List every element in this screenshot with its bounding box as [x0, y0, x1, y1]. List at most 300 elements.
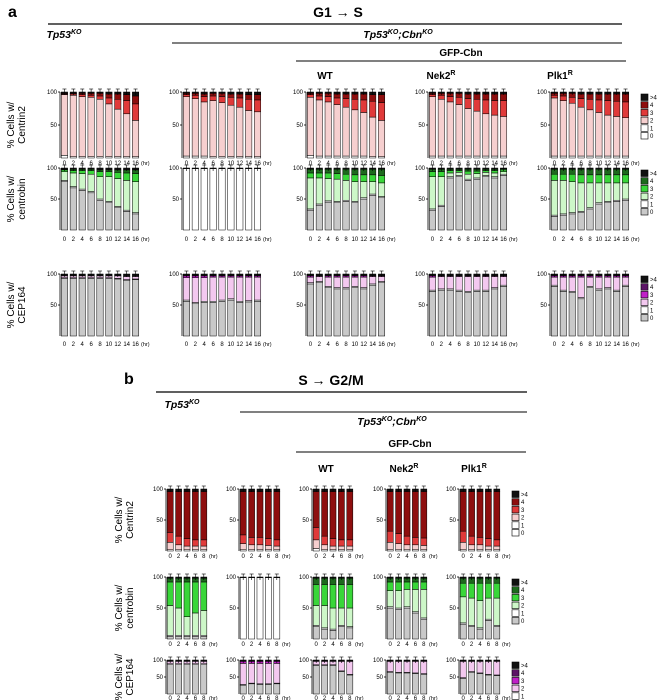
bar-segment-3 — [438, 172, 444, 177]
bar-segment-3 — [551, 95, 557, 98]
bar-segment-0 — [79, 278, 85, 336]
bar-segment-2 — [477, 545, 483, 550]
bar-segment-0 — [88, 278, 94, 336]
bar-segment-4 — [123, 95, 129, 101]
bar-segment-2 — [343, 277, 349, 288]
bar-segment-0 — [412, 613, 418, 639]
bar-segment-4 — [412, 491, 418, 537]
bar-segment-4 — [396, 491, 402, 533]
bar-segment-2 — [257, 663, 263, 683]
y-tick-label: 100 — [445, 658, 456, 665]
x-tick-label: 10 — [227, 161, 235, 167]
legend-centrin2 — [512, 491, 529, 537]
x-tick-label: 4 — [202, 237, 206, 243]
bar-segment-2 — [123, 114, 129, 157]
bar-segment-2 — [569, 277, 575, 291]
bar-segment-0 — [469, 627, 475, 639]
y-tick-label: 50 — [376, 675, 383, 682]
bar-segment-3 — [254, 100, 260, 112]
bar-segment-3 — [596, 100, 602, 113]
bar-segment-3 — [274, 540, 280, 546]
x-tick-label: 10 — [105, 237, 113, 243]
bar-segment-2 — [551, 277, 557, 285]
bar-segment-2 — [192, 546, 198, 550]
x-unit-label: (hr) — [209, 696, 218, 700]
bar-segment-2 — [307, 97, 313, 155]
legend-swatch — [512, 530, 519, 537]
bar-segment-4 — [167, 491, 173, 532]
chart-a-centrobin-2 — [169, 165, 272, 243]
x-unit-label: (hr) — [263, 161, 272, 167]
row-cep164 — [114, 653, 529, 700]
bar-segment-1 — [240, 578, 246, 639]
x-tick-label: 4 — [80, 237, 84, 243]
x-tick-label: 2 — [439, 342, 444, 348]
x-unit-label: (hr) — [429, 696, 438, 700]
bar-segment-0 — [485, 620, 491, 639]
bar-segment-1 — [219, 169, 225, 230]
bar-segment-2 — [378, 276, 384, 281]
bar-segment-1 — [613, 156, 619, 158]
bar-segment-2 — [587, 183, 593, 208]
bar-segment-0 — [97, 200, 103, 230]
legend-label: 1 — [521, 611, 525, 618]
x-tick-label: 2 — [469, 554, 474, 560]
bar-segment-2 — [494, 661, 500, 675]
panel-a-gfp: GFP-Cbn — [439, 48, 483, 59]
bar-segment-2 — [465, 174, 471, 179]
x-tick-label: 4 — [202, 342, 206, 348]
bar-segment-0 — [307, 284, 313, 336]
bar-segment-0 — [622, 286, 628, 336]
bar-segment-2 — [245, 277, 251, 301]
x-tick-label: 0 — [388, 554, 392, 560]
legend-label: 3 — [650, 292, 654, 299]
legend-label: 2 — [650, 118, 654, 125]
bar-segment-4 — [469, 491, 475, 536]
bar-segment-1 — [228, 169, 234, 230]
bar-segment-2 — [500, 172, 506, 174]
bar-segment-3 — [343, 174, 349, 180]
x-tick-label: 0 — [552, 342, 557, 348]
panel-b-sub-wt: WT — [318, 464, 334, 475]
y-tick-label: 100 — [298, 658, 309, 665]
bar-segment-3 — [465, 171, 471, 174]
bar-segment-2 — [201, 546, 207, 550]
bar-segment-0 — [184, 637, 190, 639]
x-tick-label: 6 — [211, 161, 215, 167]
x-tick-label: 2 — [322, 696, 327, 700]
x-unit-label: (hr) — [429, 642, 438, 648]
legend-swatch — [641, 170, 648, 177]
row-label-centrin2: % Cells w/Centrin2 — [6, 101, 28, 149]
panel-a-header — [8, 4, 626, 82]
legend-swatch — [641, 109, 648, 116]
bar-segment-0 — [61, 278, 67, 336]
legend-swatch — [641, 125, 648, 132]
bar-segment-1 — [192, 169, 198, 230]
x-tick-label: 6 — [486, 696, 491, 700]
bar-segment-0 — [465, 293, 471, 336]
x-tick-label: 8 — [220, 161, 224, 167]
y-tick-label: 100 — [225, 658, 236, 665]
bar-segment-0 — [429, 291, 435, 336]
bar-segment-0 — [438, 290, 444, 336]
bar-segment-2 — [485, 598, 491, 619]
legend-label: >4 — [650, 277, 657, 284]
bar-segment-3 — [605, 175, 611, 183]
bar-segment-2 — [132, 182, 138, 213]
bar-segment-1 — [578, 156, 584, 158]
bar-segment-0 — [361, 289, 367, 336]
x-tick-label: 8 — [348, 554, 352, 560]
legend-swatch — [641, 102, 648, 109]
bar-segment-3 — [249, 537, 255, 544]
bar-segment-2 — [361, 277, 367, 288]
legend-swatch — [512, 685, 519, 692]
bar-segment-4 — [132, 96, 138, 104]
legend-label: 1 — [650, 308, 654, 315]
legend-label: 2 — [521, 686, 525, 693]
x-tick-label: 6 — [457, 342, 461, 348]
bar-segment-0 — [396, 673, 402, 694]
bar-segment-0 — [257, 684, 263, 694]
panel-b-group-right: $Tp53^{KO};Cbn^{KO}$ — [357, 416, 427, 428]
x-tick-label: 8 — [98, 161, 102, 167]
legend-swatch — [641, 178, 648, 185]
legend-swatch — [512, 693, 519, 700]
x-unit-label: (hr) — [355, 642, 364, 648]
bar-segment-3 — [201, 540, 207, 546]
bar-segment-3 — [313, 527, 319, 539]
x-tick-label: 4 — [258, 554, 262, 560]
bar-segment-2 — [97, 99, 103, 156]
bar-segment-0 — [97, 278, 103, 336]
x-tick-label: 4 — [570, 342, 574, 348]
x-tick-label: 4 — [570, 237, 574, 243]
x-tick-label: 2 — [193, 237, 198, 243]
x-tick-label: 16 — [500, 161, 507, 167]
x-tick-label: 8 — [422, 696, 426, 700]
legend-swatch — [641, 284, 648, 291]
bar-segment-0 — [352, 203, 358, 230]
bar-segment-0 — [378, 283, 384, 336]
x-tick-label: 8 — [588, 161, 592, 167]
bar-segment-2 — [307, 277, 313, 283]
y-tick-label: 50 — [376, 606, 383, 613]
bar-segment-4 — [421, 491, 427, 537]
bar-segment-2 — [447, 276, 453, 288]
x-unit-label: (hr) — [502, 696, 511, 700]
legend-centrobin — [641, 170, 658, 216]
bar-segment-0 — [560, 291, 566, 336]
legend-label: 2 — [650, 194, 654, 201]
bar-segment-0 — [240, 685, 246, 694]
bar-segment-3 — [465, 99, 471, 109]
x-tick-label: 0 — [168, 554, 172, 560]
x-tick-label: 4 — [80, 161, 84, 167]
bar-segment-3 — [569, 174, 575, 181]
bar-segment-4 — [257, 491, 263, 537]
x-tick-label: 16 — [622, 237, 629, 243]
bar-segment-3 — [313, 584, 319, 605]
bar-segment-2 — [474, 174, 480, 178]
bar-segment-2 — [343, 180, 349, 200]
bar-segment-0 — [192, 637, 198, 639]
bar-segment-0 — [88, 193, 94, 230]
y-tick-label: 100 — [445, 487, 456, 494]
y-tick-label: 50 — [172, 303, 179, 310]
bar-segment-2 — [483, 114, 489, 156]
bar-segment-3 — [115, 172, 121, 178]
bar-segment-2 — [491, 276, 497, 287]
y-tick-label: 50 — [418, 123, 425, 130]
x-tick-label: 12 — [114, 342, 122, 348]
bar-segment-2 — [596, 277, 602, 289]
bar-segment-0 — [176, 664, 182, 694]
legend-swatch — [641, 315, 648, 322]
chart-b-cep164-1 — [153, 657, 218, 700]
bar-segment-2 — [184, 617, 190, 636]
x-tick-label: 6 — [413, 696, 418, 700]
bar-segment-0 — [338, 627, 344, 639]
bar-segment-2 — [219, 277, 225, 300]
bar-segment-2 — [438, 177, 444, 206]
legend-label: 2 — [650, 300, 654, 307]
bar-segment-0 — [316, 283, 322, 336]
bar-segment-1 — [352, 156, 358, 158]
bar-segment-0 — [330, 665, 336, 694]
bar-segment-4 — [369, 95, 375, 102]
bar-segment-2 — [369, 182, 375, 194]
bar-segment-2 — [560, 101, 566, 156]
bar-segment-3 — [334, 174, 340, 180]
legend-label: 3 — [650, 186, 654, 193]
bar-segment-2 — [240, 544, 246, 550]
bar-segment-2 — [347, 546, 353, 550]
legend-swatch — [512, 662, 519, 669]
x-tick-label: 2 — [176, 642, 181, 648]
bar-segment-2 — [352, 277, 358, 286]
y-tick-label: 100 — [414, 166, 425, 173]
y-tick-label: 100 — [46, 166, 57, 173]
legend-swatch — [512, 579, 519, 586]
bar-segment-0 — [61, 182, 67, 230]
x-tick-label: 8 — [344, 237, 348, 243]
x-tick-label: 6 — [339, 642, 344, 648]
y-tick-label: 100 — [292, 166, 303, 173]
bar-segment-2 — [192, 99, 198, 156]
bar-segment-0 — [123, 280, 129, 336]
x-tick-label: 0 — [430, 161, 435, 167]
bar-segment-0 — [322, 629, 328, 639]
bar-segment-2 — [347, 661, 353, 674]
bar-segment-1 — [551, 156, 557, 158]
bar-segment-2 — [456, 172, 462, 175]
bar-segment-1 — [316, 156, 322, 158]
bar-segment-0 — [106, 278, 112, 336]
x-unit-label: (hr) — [263, 342, 272, 348]
bar-segment-3 — [387, 531, 393, 542]
bar-segment-0 — [456, 291, 462, 336]
x-tick-label: 6 — [89, 342, 93, 348]
bar-segment-0 — [447, 178, 453, 230]
legend-label: 1 — [521, 523, 525, 530]
bar-segment-3 — [352, 175, 358, 182]
y-tick-label: 50 — [296, 197, 303, 204]
bar-segment-3 — [404, 582, 410, 589]
chart-a-cep164-3 — [293, 271, 396, 348]
panel-a-charts — [6, 89, 658, 348]
bar-segment-0 — [184, 664, 190, 694]
bar-segment-2 — [343, 107, 349, 156]
bar-segment-2 — [316, 276, 322, 281]
chart-a-cep164-2 — [169, 271, 272, 348]
bar-segment-3 — [322, 536, 328, 545]
x-tick-label: 10 — [473, 161, 481, 167]
bar-segment-3 — [322, 584, 328, 605]
bar-segment-2 — [338, 608, 344, 625]
x-tick-label: 6 — [266, 696, 271, 700]
bar-segment-3 — [494, 583, 500, 598]
bar-segment-3 — [551, 174, 557, 180]
bar-segment-2 — [330, 546, 336, 550]
y-tick-label: 50 — [156, 518, 163, 525]
bar-segment-0 — [115, 208, 121, 230]
x-tick-label: 14 — [123, 237, 131, 243]
x-unit-label: (hr) — [387, 342, 396, 348]
x-unit-label: (hr) — [282, 554, 291, 560]
y-tick-label: 50 — [302, 606, 309, 613]
x-tick-label: 16 — [254, 161, 261, 167]
bar-segment-3 — [460, 583, 466, 597]
x-tick-label: 2 — [396, 642, 401, 648]
bar-segment-0 — [500, 175, 506, 230]
bar-segment-2 — [613, 277, 619, 290]
x-tick-label: 6 — [579, 161, 583, 167]
bar-segment-2 — [605, 115, 611, 156]
bar-segment-2 — [483, 172, 489, 175]
x-tick-label: 14 — [123, 161, 131, 167]
y-tick-label: 50 — [302, 675, 309, 682]
y-tick-label: 100 — [414, 90, 425, 97]
x-tick-label: 8 — [588, 342, 592, 348]
bar-segment-0 — [396, 609, 402, 639]
legend-label: 0 — [521, 619, 525, 625]
legend-label: 4 — [521, 500, 525, 507]
bar-segment-4 — [184, 491, 190, 538]
bar-segment-3 — [167, 582, 173, 606]
bar-segment-1 — [569, 156, 575, 158]
bar-segment-0 — [369, 195, 375, 230]
bar-segment-3 — [192, 582, 198, 613]
bar-segment-3 — [438, 95, 444, 99]
x-tick-label: 4 — [405, 696, 409, 700]
bar-segment-4 — [477, 491, 483, 537]
bar-segment-3 — [578, 175, 584, 183]
x-tick-label: 14 — [613, 161, 621, 167]
bar-segment-3 — [307, 173, 313, 178]
chart-a-centrobin-5 — [537, 165, 640, 243]
bar-segment-0 — [265, 684, 271, 694]
x-tick-label: 14 — [491, 237, 499, 243]
bar-segment-0 — [254, 301, 260, 336]
x-tick-label: 6 — [335, 237, 339, 243]
bar-segment-2 — [494, 598, 500, 625]
x-tick-label: 0 — [241, 642, 245, 648]
x-tick-label: 16 — [622, 161, 629, 167]
bar-segment-2 — [596, 183, 602, 203]
x-tick-label: 8 — [348, 642, 352, 648]
bar-segment-3 — [369, 101, 375, 117]
y-tick-label: 100 — [225, 487, 236, 494]
bar-segment-3 — [330, 539, 336, 546]
x-tick-label: 8 — [98, 342, 102, 348]
bar-segment-0 — [483, 177, 489, 230]
bar-segment-0 — [347, 628, 353, 639]
bar-segment-0 — [404, 608, 410, 639]
bar-segment-2 — [210, 277, 216, 301]
x-tick-label: 8 — [275, 696, 279, 700]
bar-segment-2 — [421, 661, 427, 673]
x-tick-label: 16 — [132, 161, 139, 167]
x-tick-label: 16 — [132, 342, 139, 348]
y-tick-label: 100 — [152, 575, 163, 582]
legend-label: 0 — [650, 316, 654, 322]
bar-segment-0 — [201, 664, 207, 694]
bar-segment-2 — [412, 545, 418, 550]
chart-b-centrin2-5 — [446, 486, 511, 560]
x-tick-label: 10 — [351, 161, 359, 167]
legend-label: 2 — [521, 603, 525, 610]
legend-label: >4 — [521, 492, 528, 499]
bar-segment-1 — [254, 169, 260, 230]
bar-segment-2 — [325, 102, 331, 156]
bar-segment-0 — [551, 286, 557, 336]
x-tick-label: 10 — [595, 237, 603, 243]
bar-segment-1 — [491, 156, 497, 158]
bar-segment-2 — [429, 277, 435, 290]
bar-segment-0 — [456, 177, 462, 230]
bar-segment-2 — [88, 97, 94, 156]
bar-segment-0 — [313, 665, 319, 694]
x-tick-label: 2 — [176, 554, 181, 560]
bar-segment-1 — [361, 156, 367, 158]
bar-segment-0 — [274, 684, 280, 694]
bar-segment-0 — [378, 198, 384, 230]
bar-segment-0 — [494, 676, 500, 694]
chart-b-centrobin-4 — [373, 574, 438, 648]
row-centrobin — [6, 165, 658, 243]
bar-segment-2 — [237, 107, 243, 156]
bar-segment-3 — [132, 104, 138, 121]
bar-segment-0 — [429, 210, 435, 230]
legend-swatch — [641, 209, 648, 216]
x-unit-label: (hr) — [209, 554, 218, 560]
chart-b-centrobin-3 — [299, 574, 364, 648]
bar-segment-2 — [322, 606, 328, 628]
x-unit-label: (hr) — [631, 161, 640, 167]
legend-label: 1 — [650, 126, 654, 133]
legend-swatch — [512, 618, 519, 625]
x-tick-label: 8 — [275, 642, 279, 648]
x-tick-label: 4 — [258, 696, 262, 700]
bar-segment-2 — [115, 109, 121, 157]
bar-segment-0 — [347, 675, 353, 694]
x-tick-label: 6 — [89, 161, 93, 167]
x-tick-label: 6 — [89, 237, 93, 243]
bar-segment-3 — [347, 540, 353, 546]
